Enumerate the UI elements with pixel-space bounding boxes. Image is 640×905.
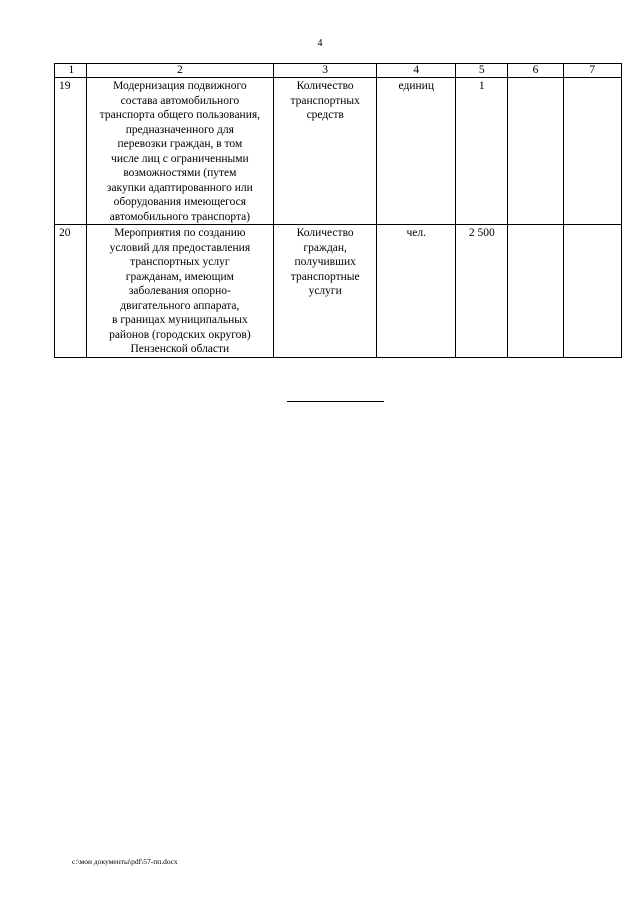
page-number: 4 — [317, 38, 323, 49]
column-header-5: 5 — [456, 64, 508, 78]
unit-of-measure: единиц — [377, 78, 456, 225]
column-header-6: 6 — [508, 64, 563, 78]
column-7-cell — [563, 225, 621, 358]
row-number: 19 — [55, 78, 87, 225]
table-header-row — [55, 64, 622, 78]
column-header-3: 3 — [274, 64, 377, 78]
column-header-2: 2 — [86, 64, 273, 78]
indicator-name: Количество граждан, получивших транспортные услуги — [274, 225, 377, 358]
indicator-name: Количество транспортных средств — [274, 78, 377, 225]
column-7-cell — [563, 78, 621, 225]
indicator-value: 2 500 — [456, 225, 508, 358]
table-row — [55, 225, 622, 358]
row-number: 20 — [55, 225, 87, 358]
indicator-value: 1 — [456, 78, 508, 225]
unit-of-measure: чел. — [377, 225, 456, 358]
column-header-4: 4 — [377, 64, 456, 78]
file-path-footer: c:\мои документы\pdf\57-пп.docx — [72, 857, 178, 866]
column-6-cell — [508, 225, 563, 358]
column-header-7: 7 — [563, 64, 621, 78]
measure-name: Мероприятия по созданию условий для предоставления транспортных услуг гражданам, имеющим заболевания опорно- двигательного аппарата, в границах муниципальных районов (городских округов) Пензенской области — [86, 225, 273, 358]
measure-name: Модернизация подвижного состава автомобильного транспорта общего пользования, предназначенного для перевозки граждан, в том числе лиц с ограниченными возможностями (путем закупки адаптированного или оборудования имеющегося автомобильного транспорта) — [86, 78, 273, 225]
column-6-cell — [508, 78, 563, 225]
measures-table — [54, 63, 622, 358]
column-header-1: 1 — [55, 64, 87, 78]
table-row — [55, 78, 622, 225]
end-of-document-line — [287, 401, 384, 402]
